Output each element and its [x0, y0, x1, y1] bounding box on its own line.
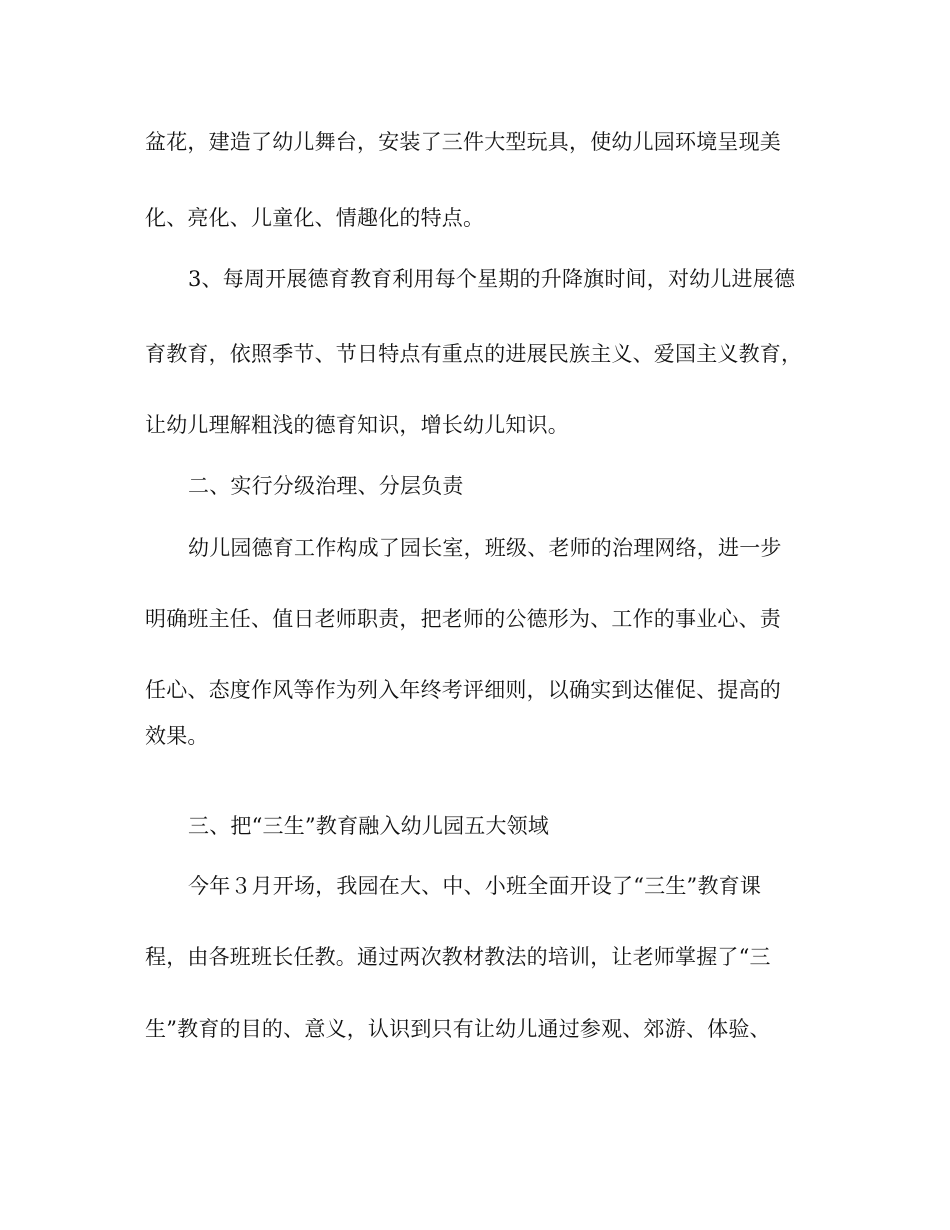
text-line: 育教育，依照季节、节日特点有重点的进展民族主义、爱国主义教育，: [145, 342, 803, 366]
text-line: 化、亮化、儿童化、情趣化的特点。: [145, 206, 485, 230]
text-line: 程，由各班班长任教。通过两次教材教法的培训，让老师掌握了“三: [145, 945, 771, 969]
text-line: 盆花，建造了幼儿舞台，安装了三件大型玩具，使幼儿园环境呈现美: [145, 130, 781, 154]
text-line: 任心、态度作风等作为列入年终考评细则，以确实到达催促、提高的: [145, 678, 781, 702]
paragraph-first-line: 今年３月开场，我园在大、中、小班全面开设了“三生”教育课: [188, 874, 762, 898]
section-heading: 三、把“三生”教育融入幼儿园五大领域: [188, 814, 550, 838]
text-line: 效果。: [145, 724, 209, 748]
paragraph-first-line: 幼儿园德育工作构成了园长室，班级、老师的治理网络，进一步: [188, 536, 782, 560]
text-line: 让幼儿理解粗浅的德育知识，增长幼儿知识。: [145, 413, 569, 437]
text-line: 明确班主任、值日老师职责，把老师的公德形为、工作的事业心、责: [145, 607, 781, 631]
section-heading: 二、实行分级治理、分层负责: [188, 474, 464, 498]
paragraph-first-line: 3、每周开展德育教育利用每个星期的升降旗时间，对幼儿进展德: [188, 267, 796, 291]
text-line: 生”教育的目的、意义，认识到只有让幼儿通过参观、郊游、体验、: [145, 1017, 771, 1041]
